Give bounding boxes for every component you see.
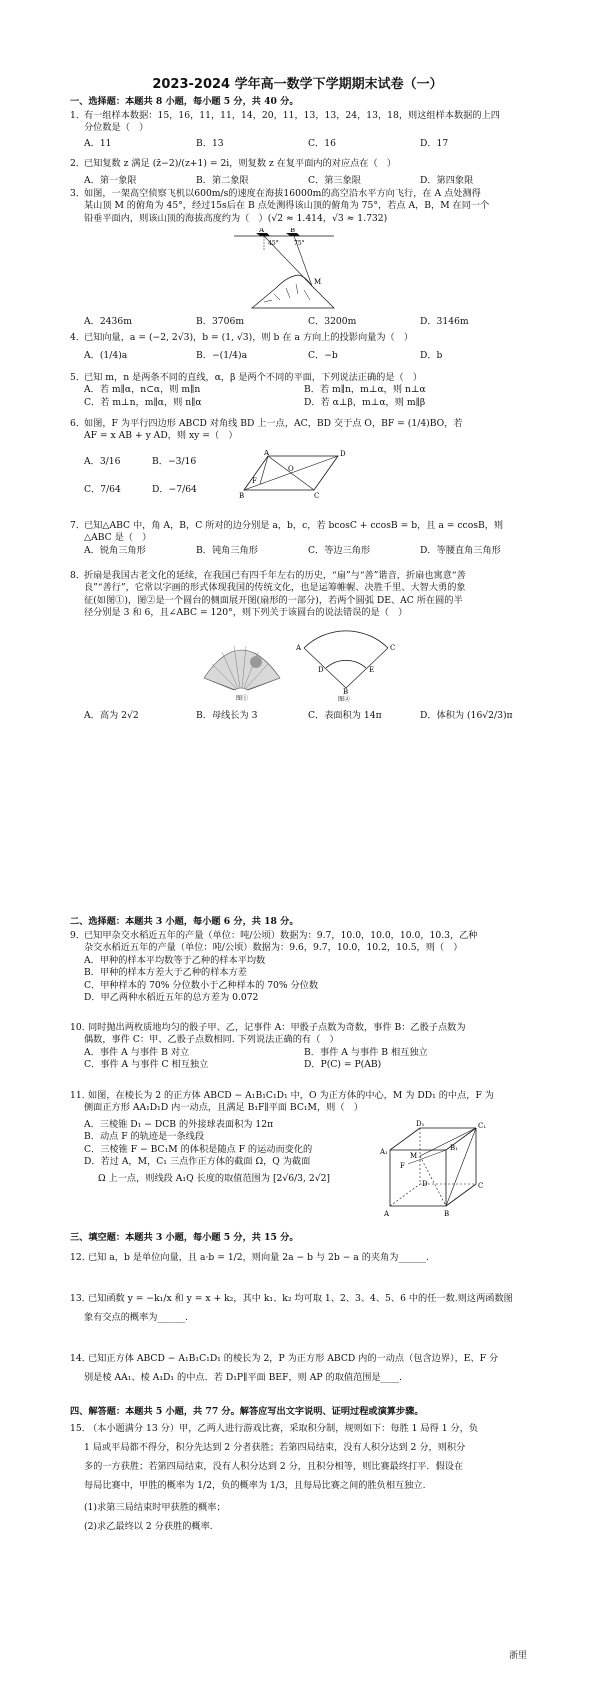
option-a: A．高为 2√2	[84, 710, 139, 721]
option-b: B．甲种的样本方差大于乙种的样本方差	[84, 967, 247, 979]
option-d: D．b	[420, 350, 443, 362]
option-b: B．事件 A 与事件 B 相互独立	[304, 1046, 428, 1058]
question-text: 铅垂平面内，则该山顶的海拔高度约为（ ）(√2 ≈ 1.414，√3 ≈ 1.732)	[84, 212, 388, 224]
question-text: 1 局或平局都不得分，积分先达到 2 分者获胜；若第四局结束，没有人积分达到 2 分，则积分	[84, 1441, 466, 1453]
question-number: 10．	[70, 1022, 91, 1033]
question-text: 某山顶 M 的俯角为 45°，经过15s后在 B 点处测得该山顶的俯角为 75°，若点 A，B，M 在同一个	[84, 200, 490, 212]
question-text: 已知甲杂交水稻近五年的产量（单位：吨/公顷）数据为：9.7，10.0，10.0，10.0，10.3，乙种	[84, 930, 478, 941]
option-c: C．3200m	[308, 316, 357, 327]
option-b: B．3706m	[196, 316, 245, 327]
option-d: D．P(C) = P(AB)	[304, 1059, 382, 1071]
label-a: A	[296, 644, 302, 652]
option-a: A．锐角三角形	[84, 544, 146, 556]
page-title: 2023-2024 学年高一数学下学期期末试卷（一）	[152, 77, 443, 92]
question-text: 同时抛出两枚质地均匀的骰子甲、乙，记事件 A：甲骰子点数为奇数，事件 B：乙骰子点数为	[88, 1022, 466, 1033]
label-d: D	[422, 1180, 428, 1188]
option-b: B．动点 F 的轨迹是一条线段	[84, 1131, 205, 1143]
sub-question-2: (2)求乙最终以 2 分获胜的概率.	[84, 1521, 213, 1533]
question-number: 14．	[70, 1353, 91, 1364]
question-8	[70, 570, 550, 620]
option-d: D．17	[420, 137, 449, 149]
question-text: 如图，在棱长为 2 的正方体 ABCD − A₁B₁C₁D₁ 中，O 为正方体的中心，M 为 DD₁ 的中点，F 为	[88, 1090, 494, 1101]
label-d1: D₁	[416, 1120, 425, 1128]
question-number: 13．	[70, 1293, 91, 1304]
question-text: 径分别是 3 和 6，且∠ABC = 120°，则下列关于该圆台的说法错误的是（ ）	[84, 607, 408, 619]
question-number: 3．	[70, 188, 86, 199]
question-4	[70, 332, 550, 363]
option-d: D．体积为 (16√2/3)π	[420, 710, 513, 721]
label-a1: A₁	[380, 1148, 388, 1156]
option-c: C．7/64	[84, 484, 121, 495]
question-6	[70, 418, 550, 443]
question-number: 5．	[70, 372, 86, 383]
option-c: C．−b	[308, 350, 338, 362]
option-d: D．若过 A，M，C₁ 三点作正方体的截面 Ω，Q 为截面	[84, 1156, 311, 1168]
question-7	[70, 520, 550, 557]
angle-45: 45°	[268, 240, 279, 247]
option-c: C．16	[308, 137, 336, 149]
question-text: 偶数，事件 C：甲、乙骰子点数相同. 下列说法正确的有（ ）	[84, 1034, 339, 1046]
option-c: C．三棱锥 F − BC₁M 的体积是随点 F 的运动而变化的	[84, 1143, 313, 1155]
question-text: △ABC 是（ ）	[84, 532, 152, 544]
question-13	[70, 1290, 550, 1328]
question-9	[70, 930, 550, 1005]
label-b: B	[290, 228, 296, 234]
option-a: A．三棱锥 D₁ − DCB 的外接球表面积为 12π	[84, 1118, 274, 1130]
angle-75: 75°	[294, 240, 305, 247]
question-text: 象有交点的概率为______.	[84, 1311, 188, 1323]
question-text: AF = x AB + y AD，则 xy =（ ）	[84, 430, 238, 442]
option-b: B．若 m∥n，m⊥α，则 n⊥α	[304, 384, 426, 396]
option-c: C．表面积为 14π	[308, 710, 382, 721]
label-c: C	[478, 1182, 484, 1190]
question-number: 9．	[70, 930, 86, 941]
option-d: D．第四象限	[420, 175, 474, 187]
option-a: A．第一象限	[84, 175, 137, 187]
question-number: 11．	[70, 1090, 91, 1101]
question-10	[70, 1022, 550, 1072]
label-c: C	[314, 492, 320, 500]
label-a: A	[259, 228, 265, 234]
option-a: A．3/16	[84, 456, 121, 467]
option-c: C．甲种样本的 70% 分位数小于乙种样本的 70% 分位数	[84, 979, 319, 991]
label-b: B	[444, 1210, 450, 1218]
question-12	[70, 1252, 550, 1264]
question-text: 分位数是（ ）	[84, 122, 149, 134]
question-number: 2．	[70, 158, 86, 169]
question-text: 已知复数 z 满足 (z̄−2)/(z+1) = 2i，则复数 z 在复平面内的对应点在（ ）	[84, 158, 397, 169]
label-b: B	[343, 688, 349, 696]
option-b: B．−3/16	[152, 456, 197, 467]
question-text: 已知 m，n 是两条不同的直线，α，β 是两个不同的平面，下列说法正确的是（ ）	[84, 372, 423, 383]
figure-2-caption: 图②	[338, 696, 351, 702]
question-text: 侧面正方形 AA₁D₁D 内一动点，且满足 B₁F∥平面 BC₁M，则（ ）	[84, 1102, 363, 1114]
question-number: 15．	[70, 1423, 91, 1434]
option-b: B．钝角三角形	[196, 544, 258, 556]
sub-question-1: (1)求第三局结束时甲获胜的概率；	[84, 1502, 226, 1514]
question-text: 已知正方体 ABCD − A₁B₁C₁D₁ 的棱长为 2，P 为正方形 ABCD 内的一动点（包含边界），E、F 分	[88, 1353, 499, 1364]
option-d: D．甲乙两种水稻近五年的总方差为 0.072	[84, 992, 259, 1004]
question-text: 已知 a，b 是单位向量，且 a·b = 1/2，则向量 2a − b 与 2b − a 的夹角为______.	[88, 1252, 429, 1263]
option-b: B．−(1/4)a	[196, 350, 248, 362]
figure-1-caption: 图①	[236, 695, 249, 702]
footer-mark: 浙里	[508, 1651, 527, 1661]
question-number: 1．	[70, 110, 86, 121]
question-number: 6．	[70, 418, 86, 429]
cube-figure	[380, 1120, 492, 1220]
option-a: A．甲种的样本平均数等于乙种的样本平均数	[84, 954, 266, 966]
option-a: A．若 m∥α，n⊂α，则 m∥n	[84, 384, 201, 396]
label-f: F	[252, 477, 257, 485]
question-text: 每局比赛中，甲胜的概率为 1/2，负的概率为 1/3，且每局比赛之间的胜负相互独立.	[84, 1479, 426, 1491]
option-d: D．若 α⊥β，m⊥α，则 m∥β	[304, 396, 426, 408]
question-text: 杂交水稻近五年的产量（单位：吨/公顷）数据为：9.6，9.7，10.0，10.2，10.5，则（ ）	[84, 942, 463, 954]
question-8-options	[70, 710, 550, 722]
option-c: C．事件 A 与事件 C 相互独立	[84, 1059, 209, 1071]
question-2	[70, 158, 550, 188]
section-3-heading: 三、填空题：本题共 3 小题，每小题 5 分，共 15 分。	[70, 1232, 299, 1243]
question-text: 良”“善行”，它常以字画的形式体现我国的传统文化，也是运筹帷幄、决胜千里、大智大勇的象	[84, 582, 466, 594]
parallelogram-figure	[238, 450, 348, 500]
option-d: D．3146m	[420, 316, 469, 327]
option-b: B．第二象限	[196, 175, 249, 187]
question-1	[70, 110, 550, 150]
frustum-net-figure	[296, 626, 396, 702]
label-f: F	[400, 1162, 405, 1170]
question-number: 8．	[70, 570, 86, 581]
label-o: O	[288, 465, 294, 473]
question-number: 4．	[70, 332, 86, 343]
question-text: 如图，F 为平行四边形 ABCD 对角线 BD 上一点，AC，BD 交于点 O，BF = (1/4)BO，若	[84, 418, 463, 429]
question-text: 折扇是我国古老文化的延续，在我国已有四千年左右的历史，“扇”与“善”谐音，折扇也寓意“善	[84, 570, 466, 581]
question-3-options	[70, 316, 550, 328]
folding-fan-image	[196, 628, 286, 702]
option-c: C．若 m⊥n，m∥α，则 n∥α	[84, 396, 202, 408]
label-d: D	[340, 450, 346, 458]
question-number: 12．	[70, 1252, 91, 1263]
question-6-options	[70, 456, 230, 496]
label-m: M	[314, 278, 322, 286]
question-14	[70, 1350, 550, 1388]
question-text: （本小题满分 13 分）甲，乙两人进行游戏比赛，采取积分制，规则如下：每胜 1 局得 1 分，负	[88, 1423, 479, 1434]
label-d: D	[318, 666, 324, 674]
section-4-heading: 四、解答题：本题共 5 小题，共 77 分。解答应写出文字说明、证明过程或演算步骤。	[70, 1406, 424, 1417]
question-15	[70, 1420, 550, 1537]
option-d: D．等腰直角三角形	[420, 544, 501, 556]
question-text: 已知向量，a = (−2, 2√3)，b = (1, √3)，则 b 在 a 方向上的投影向量为（ ）	[84, 332, 414, 343]
question-text: 已知△ABC 中，角 A，B，C 所对的边分别是 a，b，c，若 bcosC + ccosB = b，且 a = ccosB，则	[84, 520, 504, 531]
section-2-heading: 二、选择题：本题共 3 小题，每小题 6 分，共 18 分。	[70, 916, 299, 927]
option-b: B．母线长为 3	[196, 710, 258, 721]
question-5	[70, 372, 550, 409]
option-a: A．2436m	[84, 316, 132, 327]
option-d-continued: Ω 上一点，则线段 A₁Q 长度的取值范围为 [2√6/3, 2√2]	[98, 1172, 331, 1184]
label-b: B	[239, 492, 245, 500]
option-b: B．13	[196, 137, 224, 149]
label-e: E	[369, 666, 375, 674]
option-a: A．事件 A 与事件 B 对立	[84, 1046, 190, 1058]
section-1-heading: 一、选择题：本题共 8 小题，每小题 5 分，共 40 分。	[70, 96, 299, 107]
label-m: M	[410, 1152, 418, 1160]
option-c: C．等边三角形	[308, 544, 371, 556]
question-text: 已知函数 y = −k₁/x 和 y = x + k₂，其中 k₁、k₂ 均可取 1、2、3、4、5、6 中的任一数.则这两函数图	[88, 1293, 513, 1304]
mountain-figure	[234, 228, 344, 310]
label-b1: B₁	[450, 1144, 458, 1152]
question-text: 多的一方获胜；若第四局结束，没有人积分达到 2 分，且积分相等，则比赛最终打平．假设在	[84, 1460, 464, 1472]
label-a: A	[264, 450, 270, 457]
question-3	[70, 188, 550, 225]
option-d: D．−7/64	[152, 484, 197, 495]
option-a: A．11	[84, 137, 112, 149]
option-a: A．(1/4)a	[84, 350, 128, 362]
question-text: 别是棱 AA₁、棱 A₁D₁ 的中点．若 D₁P∥平面 BEF，则 AP 的取值范围是____.	[84, 1371, 402, 1383]
label-a: A	[384, 1210, 390, 1218]
option-c: C．第三象限	[308, 175, 361, 187]
label-c: C	[390, 644, 396, 652]
question-text: 征(如图①)，图②是一个圆台的侧面展开图(扇形的一部分)，若两个圆弧 DE、AC 所在圆的半	[84, 594, 463, 606]
label-c1: C₁	[478, 1122, 487, 1130]
question-text: 如图，一架高空侦察飞机以600m/s的速度在海拔16000m的高空沿水平方向飞行，在 A 点处测得	[84, 188, 481, 199]
question-number: 7．	[70, 520, 86, 531]
question-text: 有一组样本数据：15，16，11，11，14，20，11，13，13，24，13，18，则这组样本数据的上四	[84, 110, 500, 121]
